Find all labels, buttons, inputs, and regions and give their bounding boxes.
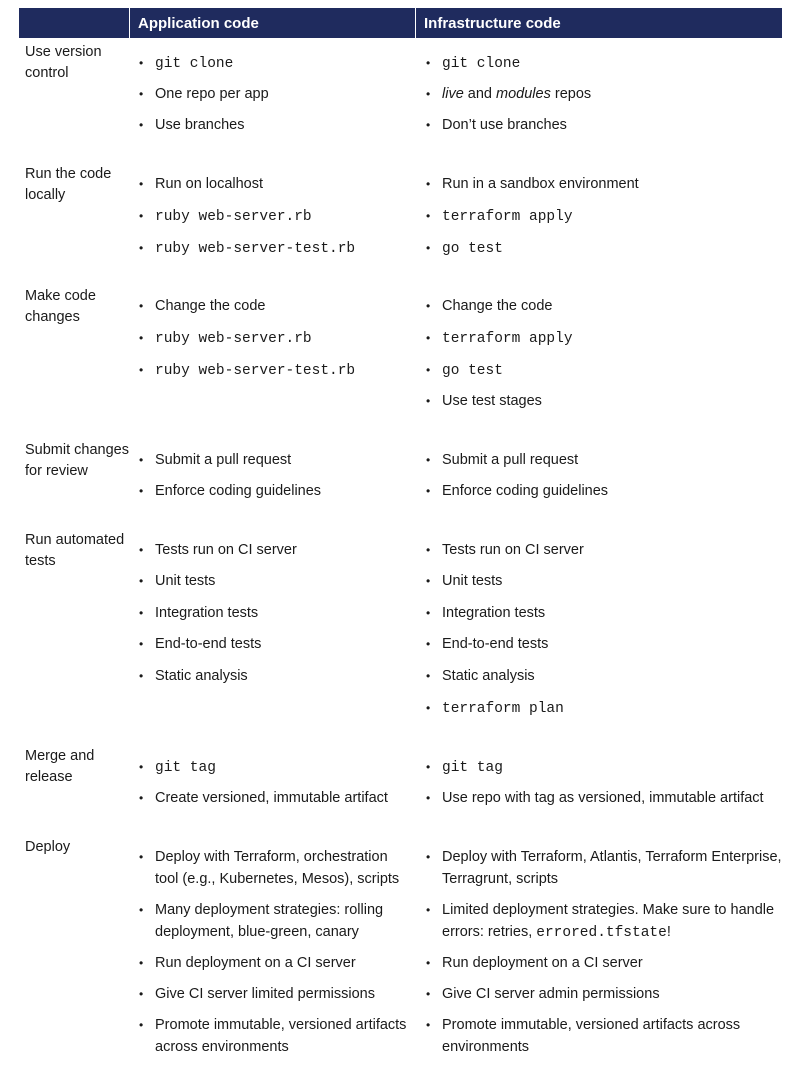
list-item: • terraform plan xyxy=(426,697,786,720)
list-item: • live and modules repos xyxy=(426,83,786,105)
list-item: • Create versioned, immutable artifact xyxy=(139,787,414,809)
list-item: • Don’t use branches xyxy=(426,114,786,136)
list-item: • go test xyxy=(426,237,786,260)
list-item: • git tag xyxy=(426,756,786,779)
list-item: • Promote immutable, versioned artifacts across environments xyxy=(426,1014,786,1058)
list-item: • Static analysis xyxy=(139,665,414,687)
list-item: • Run deployment on a CI server xyxy=(139,952,414,974)
row-label-make-changes: Make code changes xyxy=(25,288,96,325)
list-item: • Tests run on CI server xyxy=(426,539,786,561)
list-item: • terraform apply xyxy=(426,205,786,228)
list-item: • go test xyxy=(426,359,786,382)
row-label-run-locally: Run the code locally xyxy=(25,166,112,203)
list-item: • Submit a pull request xyxy=(426,449,786,471)
list-item: • Use branches xyxy=(139,114,414,136)
list-item: • Change the code xyxy=(426,295,786,317)
list-item: • git clone xyxy=(139,52,414,75)
list-item: • Enforce coding guidelines xyxy=(139,480,414,502)
list-item: • End-to-end tests xyxy=(426,633,786,655)
row-label-deploy: Deploy xyxy=(25,839,71,855)
list-item: • One repo per app xyxy=(139,83,414,105)
list-item: • ruby web-server.rb xyxy=(139,327,414,350)
list-item: • Integration tests xyxy=(139,602,414,624)
list-item: • Give CI server admin permissions xyxy=(426,983,786,1005)
list-item: • Use repo with tag as versioned, immutable artifact xyxy=(426,787,786,809)
list-item: • Deploy with Terraform, Atlantis, Terraform Enterprise, Terragrunt, scripts xyxy=(426,846,786,890)
row-label-automated-tests: Run automated tests xyxy=(25,532,125,569)
list-item: • Give CI server limited permissions xyxy=(139,983,414,1005)
list-item: • Limited deployment strategies. Make sure to handle errors: retries, errored.tfstate! xyxy=(426,899,786,944)
list-item: • Use test stages xyxy=(426,390,786,412)
list-item: • ruby web-server-test.rb xyxy=(139,359,414,382)
header-blank-cell xyxy=(19,8,129,38)
list-item: • ruby web-server.rb xyxy=(139,205,414,228)
list-item: • End-to-end tests xyxy=(139,633,414,655)
list-item: • git clone xyxy=(426,52,786,75)
list-item: • Integration tests xyxy=(426,602,786,624)
header-infrastructure-code: Infrastructure code xyxy=(416,8,782,38)
list-item: • Promote immutable, versioned artifacts across environments xyxy=(139,1014,414,1058)
list-item: • ruby web-server-test.rb xyxy=(139,237,414,260)
list-item: • Static analysis xyxy=(426,665,786,687)
list-item: • Many deployment strategies: rolling deployment, blue-green, canary xyxy=(139,899,414,943)
row-label-merge-release: Merge and release xyxy=(25,748,95,785)
list-item: • Run in a sandbox environment xyxy=(426,173,786,195)
list-item: • Tests run on CI server xyxy=(139,539,414,561)
list-item: • Change the code xyxy=(139,295,414,317)
list-item: • Enforce coding guidelines xyxy=(426,480,786,502)
list-item: • Unit tests xyxy=(426,570,786,592)
list-item: • Unit tests xyxy=(139,570,414,592)
row-label-submit-review: Submit changes for review xyxy=(25,442,129,479)
list-item: • Run deployment on a CI server xyxy=(426,952,786,974)
list-item: • git tag xyxy=(139,756,414,779)
row-label-version-control: Use version control xyxy=(25,44,102,81)
list-item: • Deploy with Terraform, orchestration tool (e.g., Kubernetes, Mesos), scripts xyxy=(139,846,414,890)
list-item: • Run on localhost xyxy=(139,173,414,195)
list-item: • Submit a pull request xyxy=(139,449,414,471)
header-application-code: Application code xyxy=(130,8,415,38)
list-item: • terraform apply xyxy=(426,327,786,350)
